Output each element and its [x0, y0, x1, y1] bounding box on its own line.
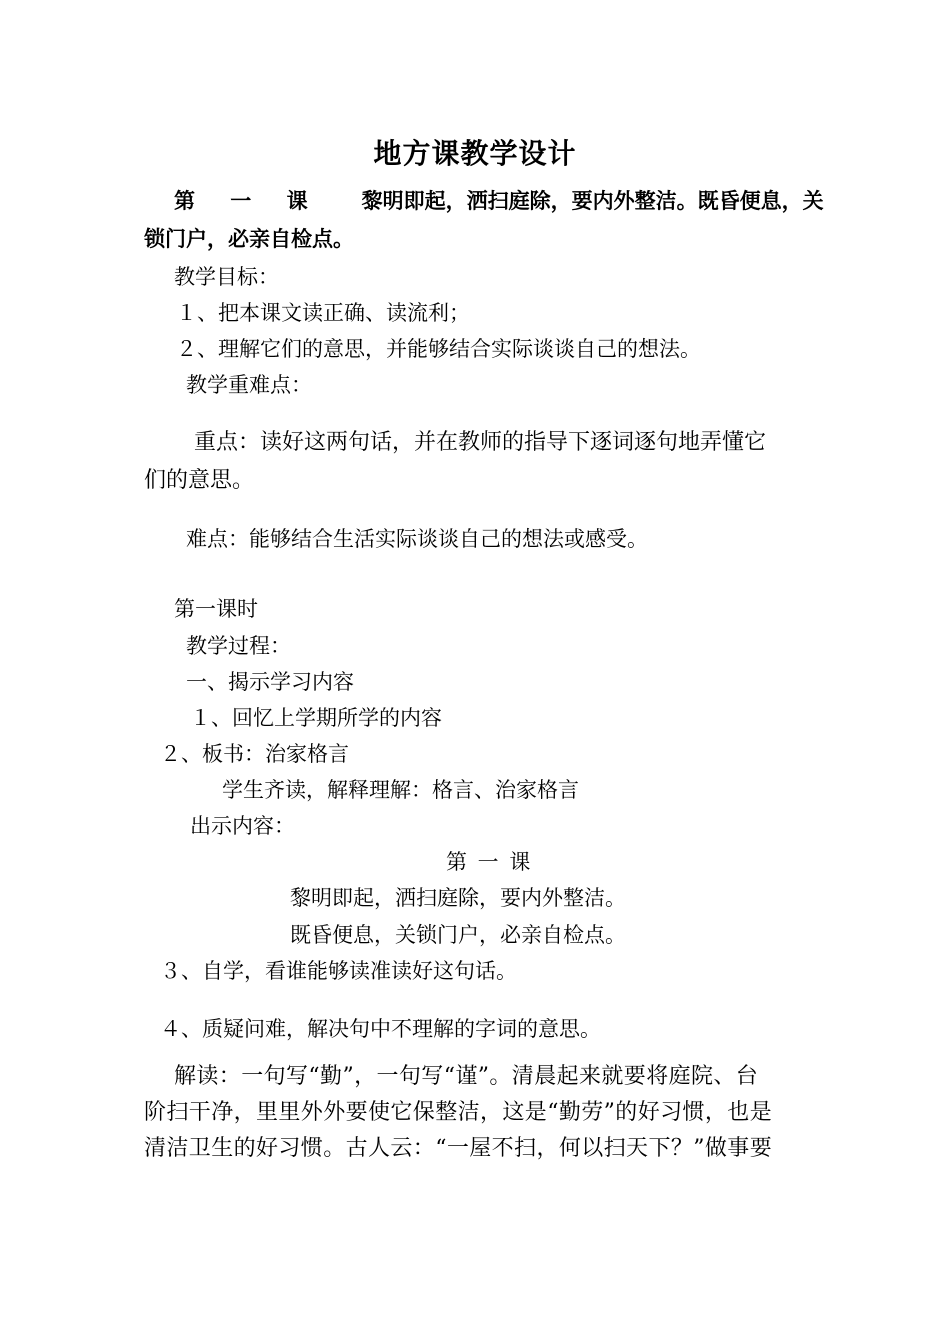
step-3: ３、自学，看谁能够读准读好这句话。: [160, 959, 517, 983]
interpretation-line-2: 阶扫干净，里里外外要使它保整洁，这是“勤劳”的好习惯，也是: [144, 1100, 773, 1125]
display-line-1: 黎明即起，洒扫庭除，要内外整洁。: [290, 886, 626, 910]
lesson-text-line1: 黎明即起，洒扫庭除，要内外整洁。既昏便息，关: [361, 188, 824, 213]
display-lesson-title: 第 一 课: [446, 850, 533, 874]
interpretation-line-3: 清洁卫生的好习惯。古人云：“一屋不扫，何以扫天下？”做事要: [144, 1136, 773, 1161]
focus-line1: 重点：读好这两句话，并在教师的指导下逐词逐句地弄懂它: [194, 430, 767, 455]
key-points-heading: 教学重难点：: [186, 373, 312, 397]
process-heading: 教学过程：: [186, 634, 291, 658]
lesson-heading-line1: [174, 186, 824, 216]
step-2-note: 学生齐读，解释理解：格言、治家格言: [222, 778, 579, 802]
section-1-heading: 一、揭示学习内容: [186, 670, 354, 694]
objective-item-2: ２、理解它们的意思，并能够结合实际谈谈自己的想法。: [176, 337, 701, 361]
step-4: ４、质疑问难，解决句中不理解的字词的意思。: [160, 1017, 601, 1041]
display-heading: 出示内容：: [190, 814, 295, 838]
step-2: ２、板书：治家格言: [160, 742, 349, 766]
document-title: 地方课教学设计: [373, 137, 577, 170]
step-1: １、回忆上学期所学的内容: [190, 706, 442, 730]
objectives-heading: 教学目标：: [174, 265, 279, 289]
period-heading: 第一课时: [174, 597, 258, 621]
focus-line2: 们的意思。: [144, 468, 255, 493]
difficulty-text: 难点：能够结合生活实际谈谈自己的想法或感受。: [186, 527, 648, 551]
objective-item-1: １、把本课文读正确、读流利；: [176, 301, 470, 325]
lesson-text-line2: 锁门户，必亲自检点。: [144, 226, 354, 251]
interpretation-line-1: 解读：一句写“勤”，一句写“谨”。清晨起来就要将庭院、台: [174, 1064, 759, 1089]
lesson-label: 第 一 课: [174, 188, 322, 213]
display-line-2: 既昏便息，关锁门户，必亲自检点。: [290, 923, 626, 947]
